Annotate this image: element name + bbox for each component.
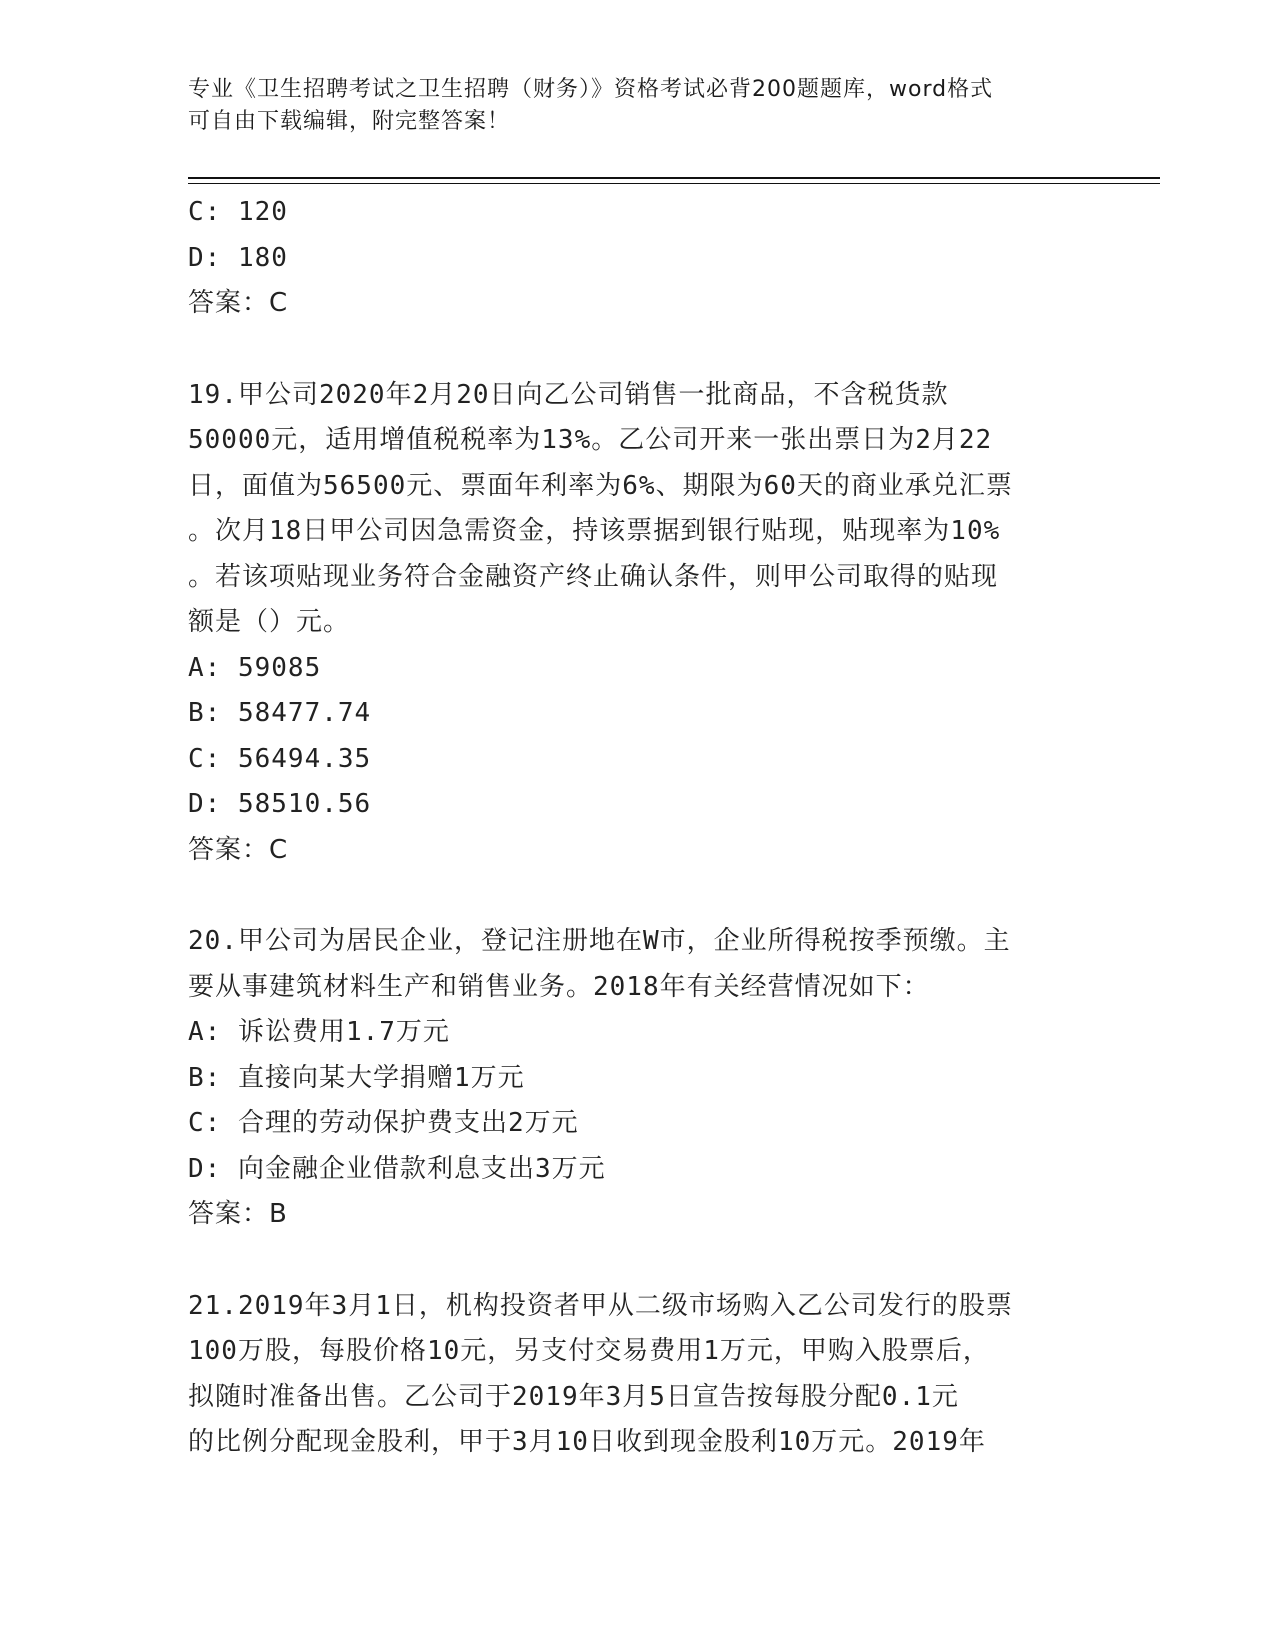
option-b: B: 58477.74 (188, 698, 372, 728)
option-c: C: 56494.35 (188, 743, 372, 774)
spacer (188, 873, 1088, 919)
option-c: C: 120 (188, 197, 288, 227)
answer: 答案：C (188, 834, 289, 865)
question-19-text: 额是（）元。 (188, 607, 351, 637)
header-rule-thick (188, 177, 1160, 179)
answer: 答案：B (188, 1199, 288, 1229)
question-19-text: 19.甲公司2020年2月20日向乙公司销售一批商品，不含税货款 (188, 379, 949, 410)
document-header (188, 74, 1068, 138)
header-title-line-2: 可自由下载编辑，附完整答案！ (188, 109, 511, 134)
question-20-text: 要从事建筑材料生产和销售业务。2018年有关经营情况如下： (188, 971, 930, 1002)
spacer (188, 1238, 1088, 1284)
question-21-text: 的比例分配现金股利，甲于3月10日收到现金股利10万元。2019年 (188, 1427, 986, 1457)
header-title-line-1: 专业《卫生招聘考试之卫生招聘（财务）》资格考试必背200题题库，word格式 (188, 77, 994, 102)
document-body (188, 190, 1088, 1466)
option-c: C: 合理的劳动保护费支出2万元 (188, 1108, 579, 1138)
answer: 答案：C (188, 288, 289, 318)
question-20-text: 20.甲公司为居民企业，登记注册地在W市，企业所得税按季预缴。主 (188, 926, 1011, 956)
question-19-text: 日，面值为56500元、票面年利率为6%、期限为60天的商业承兑汇票 (188, 470, 1013, 501)
question-21-text: 21.2019年3月1日，机构投资者甲从二级市场购入乙公司发行的股票 (188, 1290, 1013, 1321)
option-b: B: 直接向某大学捐赠1万元 (188, 1062, 525, 1093)
question-21-text: 100万股，每股价格10元，另支付交易费用1万元，甲购入股票后， (188, 1336, 990, 1366)
option-d: D: 58510.56 (188, 789, 372, 819)
question-19-text: 。次月18日甲公司因急需资金，持该票据到银行贴现，贴现率为10% (188, 516, 1001, 546)
question-19-text: 50000元，适用增值税税率为13%。乙公司开来一张出票日为2月22 (188, 425, 993, 455)
option-a: A: 59085 (188, 652, 322, 683)
question-21-text: 拟随时准备出售。乙公司于2019年3月5日宣告按每股分配0.1元 (188, 1381, 959, 1412)
option-d: D: 180 (188, 242, 288, 273)
header-rule-thin (188, 183, 1160, 184)
question-19-text: 。若该项贴现业务符合金融资产终止确认条件，则甲公司取得的贴现 (188, 561, 999, 592)
option-d: D: 向金融企业借款利息支出3万元 (188, 1153, 606, 1184)
option-a: A: 诉讼费用1.7万元 (188, 1017, 450, 1047)
spacer (188, 327, 1088, 373)
